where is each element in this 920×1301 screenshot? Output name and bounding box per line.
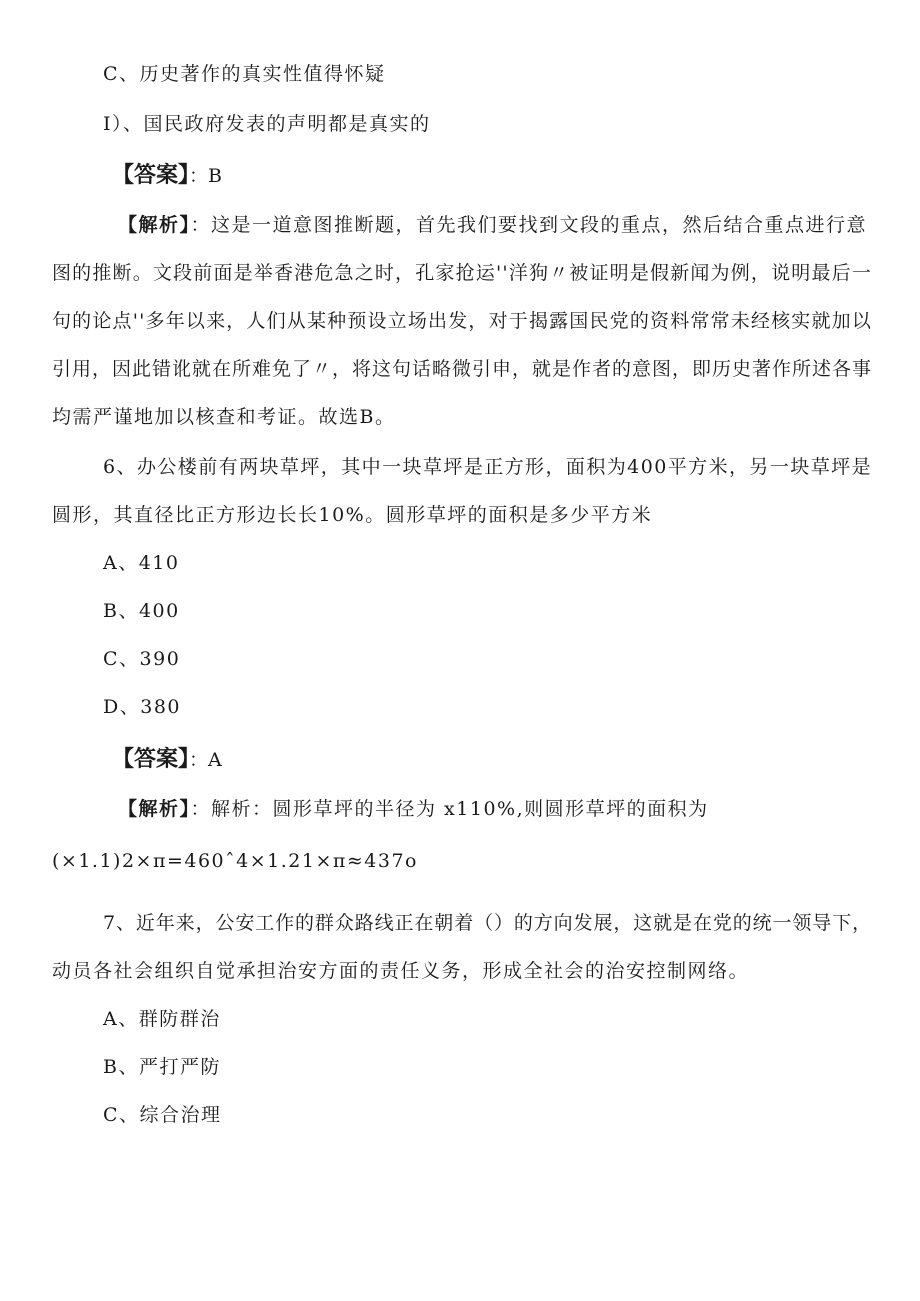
analysis-tag: 【解析】 bbox=[118, 214, 191, 236]
q7-option-b: B、严打严防 bbox=[103, 1056, 221, 1078]
q5-analysis-line-4: 引用，因此错讹就在所难免了〃，将这句话略微引申，就是作者的意图，即历史著作所述各事 bbox=[52, 358, 872, 380]
q7-stem-line-2: 动员各社会组织自觉承担治安方面的责任义务，形成全社会的治安控制网络。 bbox=[52, 960, 750, 982]
q5-analysis-line-3: 句的论点''多年以来，人们从某种预设立场出发，对于揭露国民党的资料常常未经核实就加以 bbox=[52, 310, 872, 332]
q6-stem-line-1: 6、办公楼前有两块草坪，其中一块草坪是正方形，面积为400平方米，另一块草坪是 bbox=[103, 456, 872, 478]
q5-option-c: C、历史著作的真实性值得怀疑 bbox=[103, 63, 386, 85]
q6-analysis bbox=[118, 797, 709, 821]
q6-formula: (×1.1)2×π=460ˆ4×1.21×π≈437o bbox=[52, 850, 418, 872]
q6-answer bbox=[112, 746, 222, 774]
q6-option-d: D、380 bbox=[103, 696, 181, 718]
answer-value: ：A bbox=[189, 749, 222, 771]
answer-value: ：B bbox=[189, 165, 222, 187]
answer-label: 【答案】 bbox=[112, 747, 190, 772]
q5-option-d: I）、国民政府发表的声明都是真实的 bbox=[103, 113, 431, 135]
q6-option-b: B、400 bbox=[103, 600, 180, 622]
answer-label: 【答案】 bbox=[112, 163, 190, 188]
q6-stem-line-2: 圆形，其直径比正方形边长长10%。圆形草坪的面积是多少平方米 bbox=[52, 504, 653, 526]
q5-answer bbox=[112, 162, 222, 190]
q7-stem-line-1: 7、近年来，公安工作的群众路线正在朝着（）的方向发展，这就是在党的统一领导下， bbox=[103, 912, 872, 934]
analysis-text: ：这是一道意图推断题，首先我们要找到文段的重点，然后结合重点进行意 bbox=[190, 214, 868, 236]
q7-option-a: A、群防群治 bbox=[103, 1008, 221, 1030]
q6-option-a: A、410 bbox=[103, 552, 180, 574]
q6-option-c: C、390 bbox=[103, 648, 181, 670]
q7-option-c: C、综合治理 bbox=[103, 1104, 222, 1126]
q5-analysis-line-5: 均需严谨地加以核查和考证。故选B。 bbox=[52, 406, 396, 428]
analysis-tag: 【解析】 bbox=[118, 798, 191, 820]
analysis-text: ：解析：圆形草坪的半径为 x110%,则圆形草坪的面积为 bbox=[190, 798, 709, 820]
q5-analysis-line-1 bbox=[118, 213, 867, 237]
q5-analysis-line-2: 图的推断。文段前面是举香港危急之时，孔家抢运''洋狗〃被证明是假新闻为例，说明最后一 bbox=[52, 262, 872, 284]
